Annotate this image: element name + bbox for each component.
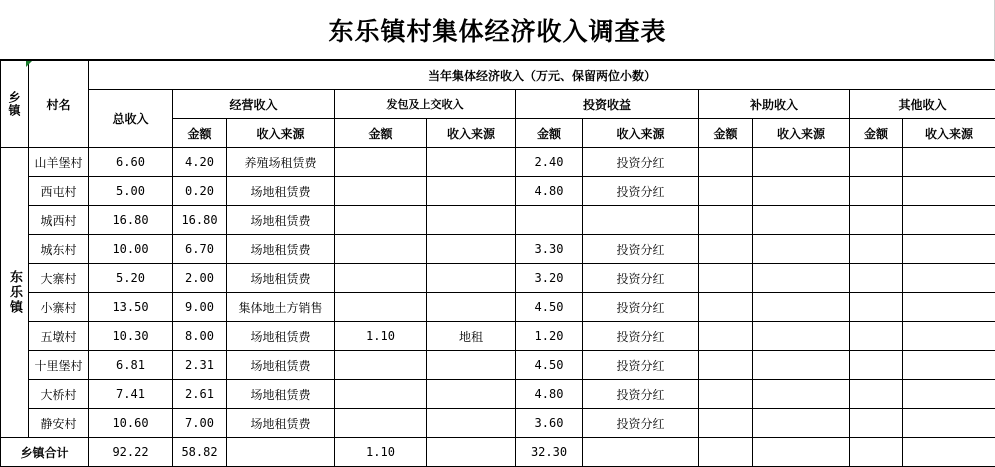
inv-amount-cell[interactable]: 3.30 xyxy=(516,235,583,264)
header-ct-amount[interactable]: 金额 xyxy=(335,119,427,148)
op-amount-cell[interactable]: 4.20 xyxy=(173,148,227,177)
table-row xyxy=(1,351,995,380)
sub-amount-cell[interactable] xyxy=(699,235,753,264)
total-cell[interactable]: 10.60 xyxy=(89,409,173,438)
oth-source-cell[interactable] xyxy=(903,235,995,264)
table-row xyxy=(1,235,995,264)
total-cell[interactable]: 5.00 xyxy=(89,177,173,206)
oth-amount-cell[interactable] xyxy=(850,380,903,409)
oth-amount-cell[interactable] xyxy=(850,293,903,322)
op-amount-cell[interactable]: 7.00 xyxy=(173,409,227,438)
op-source-cell[interactable]: 场地租赁费 xyxy=(227,409,335,438)
ct-source-cell[interactable] xyxy=(427,264,516,293)
op-amount-cell[interactable]: 6.70 xyxy=(173,235,227,264)
village-cell[interactable]: 山羊堡村 xyxy=(29,148,89,177)
ct-amount-cell[interactable] xyxy=(335,380,427,409)
op-source-cell[interactable]: 养殖场租赁费 xyxy=(227,148,335,177)
total-cell[interactable]: 13.50 xyxy=(89,293,173,322)
sub-amount-cell[interactable] xyxy=(699,148,753,177)
inv-source-cell[interactable]: 投资分红 xyxy=(583,351,699,380)
inv-amount-cell[interactable]: 4.80 xyxy=(516,380,583,409)
table-row xyxy=(1,322,995,351)
inv-amount-cell[interactable]: 1.20 xyxy=(516,322,583,351)
oth-source-cell[interactable] xyxy=(903,206,995,235)
table-row xyxy=(1,264,995,293)
sub-source-cell[interactable] xyxy=(753,293,850,322)
sub-amount-cell[interactable] xyxy=(699,206,753,235)
sub-amount-cell[interactable] xyxy=(699,293,753,322)
sub-amount-cell[interactable] xyxy=(699,351,753,380)
total-inv-source-cell[interactable] xyxy=(583,438,699,467)
op-amount-cell[interactable]: 2.00 xyxy=(173,264,227,293)
sub-source-cell[interactable] xyxy=(753,206,850,235)
total-cell[interactable]: 16.80 xyxy=(89,206,173,235)
op-amount-cell[interactable]: 8.00 xyxy=(173,322,227,351)
total-oth-source-cell[interactable] xyxy=(903,438,995,467)
total-cell[interactable]: 10.00 xyxy=(89,235,173,264)
ct-source-cell[interactable] xyxy=(427,177,516,206)
oth-amount-cell[interactable] xyxy=(850,351,903,380)
table-row xyxy=(1,177,995,206)
oth-amount-cell[interactable] xyxy=(850,206,903,235)
op-source-cell[interactable]: 场地租赁费 xyxy=(227,235,335,264)
header-op-amount[interactable]: 金额 xyxy=(173,119,227,148)
village-cell[interactable]: 大寨村 xyxy=(29,264,89,293)
ct-amount-cell[interactable]: 1.10 xyxy=(335,322,427,351)
sub-amount-cell[interactable] xyxy=(699,322,753,351)
ct-source-cell[interactable] xyxy=(427,148,516,177)
op-source-cell[interactable]: 场地租赁费 xyxy=(227,206,335,235)
op-source-cell[interactable]: 场地租赁费 xyxy=(227,177,335,206)
oth-amount-cell[interactable] xyxy=(850,148,903,177)
header-operating-income[interactable]: 经营收入 xyxy=(173,90,335,119)
total-cell[interactable]: 5.20 xyxy=(89,264,173,293)
sub-source-cell[interactable] xyxy=(753,380,850,409)
total-ct-source-cell[interactable] xyxy=(427,438,516,467)
op-amount-cell[interactable]: 2.61 xyxy=(173,380,227,409)
inv-source-cell[interactable]: 投资分红 xyxy=(583,148,699,177)
ct-amount-cell[interactable] xyxy=(335,351,427,380)
village-cell[interactable]: 五墩村 xyxy=(29,322,89,351)
header-op-source[interactable]: 收入来源 xyxy=(227,119,335,148)
ct-amount-cell[interactable] xyxy=(335,409,427,438)
total-cell[interactable]: 10.30 xyxy=(89,322,173,351)
op-source-cell[interactable]: 场地租赁费 xyxy=(227,380,335,409)
header-group[interactable]: 当年集体经济收入（万元、保留两位小数） xyxy=(89,61,995,90)
table-row xyxy=(1,293,995,322)
inv-amount-cell[interactable]: 2.40 xyxy=(516,148,583,177)
sub-amount-cell[interactable] xyxy=(699,409,753,438)
ct-amount-cell[interactable] xyxy=(335,293,427,322)
oth-amount-cell[interactable] xyxy=(850,264,903,293)
ct-source-cell[interactable] xyxy=(427,409,516,438)
sub-source-cell[interactable] xyxy=(753,148,850,177)
total-inv-amount-cell[interactable]: 32.30 xyxy=(516,438,583,467)
total-cell[interactable]: 7.41 xyxy=(89,380,173,409)
ct-amount-cell[interactable] xyxy=(335,206,427,235)
sub-amount-cell[interactable] xyxy=(699,264,753,293)
village-cell[interactable]: 十里堡村 xyxy=(29,351,89,380)
ct-source-cell[interactable]: 地租 xyxy=(427,322,516,351)
sub-amount-cell[interactable] xyxy=(699,177,753,206)
header-ct-source[interactable]: 收入来源 xyxy=(427,119,516,148)
header-investment-income[interactable]: 投资收益 xyxy=(516,90,699,119)
header-sub-amount[interactable]: 金额 xyxy=(699,119,753,148)
ct-amount-cell[interactable] xyxy=(335,235,427,264)
total-total-cell[interactable]: 92.22 xyxy=(89,438,173,467)
header-total-income[interactable]: 总收入 xyxy=(89,90,173,148)
total-oth-amount-cell[interactable] xyxy=(850,438,903,467)
op-amount-cell[interactable]: 16.80 xyxy=(173,206,227,235)
header-sub-source[interactable]: 收入来源 xyxy=(753,119,850,148)
oth-source-cell[interactable] xyxy=(903,293,995,322)
oth-source-cell[interactable] xyxy=(903,264,995,293)
village-cell[interactable]: 静安村 xyxy=(29,409,89,438)
ct-source-cell[interactable] xyxy=(427,235,516,264)
sub-source-cell[interactable] xyxy=(753,177,850,206)
inv-amount-cell[interactable]: 4.50 xyxy=(516,293,583,322)
op-source-cell[interactable]: 场地租赁费 xyxy=(227,351,335,380)
ct-amount-cell[interactable] xyxy=(335,148,427,177)
total-sub-amount-cell[interactable] xyxy=(699,438,753,467)
inv-source-cell[interactable]: 投资分红 xyxy=(583,322,699,351)
header-oth-source[interactable]: 收入来源 xyxy=(903,119,995,148)
op-source-cell[interactable]: 集体地土方销售 xyxy=(227,293,335,322)
inv-source-cell[interactable] xyxy=(583,206,699,235)
op-source-cell[interactable]: 场地租赁费 xyxy=(227,264,335,293)
header-township-text: 乡镇 xyxy=(6,91,23,117)
op-source-cell[interactable]: 场地租赁费 xyxy=(227,322,335,351)
header-contract-income[interactable]: 发包及上交收入 xyxy=(335,90,516,119)
sub-source-cell[interactable] xyxy=(753,409,850,438)
inv-amount-cell[interactable]: 3.20 xyxy=(516,264,583,293)
village-cell[interactable]: 城西村 xyxy=(29,206,89,235)
inv-source-cell[interactable]: 投资分红 xyxy=(583,409,699,438)
header-oth-amount[interactable]: 金额 xyxy=(850,119,903,148)
table-row xyxy=(1,409,995,438)
table-row xyxy=(1,148,995,177)
ct-source-cell[interactable] xyxy=(427,351,516,380)
header-village[interactable]: 村名 xyxy=(29,61,89,148)
table-row xyxy=(1,380,995,409)
income-table xyxy=(0,60,995,467)
total-ct-amount-cell[interactable]: 1.10 xyxy=(335,438,427,467)
header-inv-source[interactable]: 收入来源 xyxy=(583,119,699,148)
table-title[interactable]: 东乐镇村集体经济收入调查表 xyxy=(0,0,995,60)
header-other-income[interactable]: 其他收入 xyxy=(850,90,995,119)
ct-source-cell[interactable] xyxy=(427,293,516,322)
oth-source-cell[interactable] xyxy=(903,177,995,206)
header-township[interactable] xyxy=(1,61,29,148)
oth-amount-cell[interactable] xyxy=(850,177,903,206)
village-cell[interactable]: 小寨村 xyxy=(29,293,89,322)
inv-amount-cell[interactable] xyxy=(516,206,583,235)
inv-source-cell[interactable]: 投资分红 xyxy=(583,380,699,409)
total-cell[interactable]: 6.60 xyxy=(89,148,173,177)
ct-source-cell[interactable] xyxy=(427,380,516,409)
oth-source-cell[interactable] xyxy=(903,351,995,380)
sub-amount-cell[interactable] xyxy=(699,380,753,409)
township-cell[interactable] xyxy=(1,148,29,438)
total-sub-source-cell[interactable] xyxy=(753,438,850,467)
oth-source-cell[interactable] xyxy=(903,409,995,438)
village-cell[interactable]: 大桥村 xyxy=(29,380,89,409)
op-amount-cell[interactable]: 2.31 xyxy=(173,351,227,380)
township-name: 东乐镇 xyxy=(5,270,24,315)
total-op-amount-cell[interactable]: 58.82 xyxy=(173,438,227,467)
sub-source-cell[interactable] xyxy=(753,322,850,351)
inv-source-cell[interactable]: 投资分红 xyxy=(583,235,699,264)
sub-source-cell[interactable] xyxy=(753,351,850,380)
total-row xyxy=(1,438,995,467)
total-cell[interactable]: 6.81 xyxy=(89,351,173,380)
oth-amount-cell[interactable] xyxy=(850,409,903,438)
oth-source-cell[interactable] xyxy=(903,380,995,409)
op-amount-cell[interactable]: 0.20 xyxy=(173,177,227,206)
village-cell[interactable]: 城东村 xyxy=(29,235,89,264)
total-op-source-cell[interactable] xyxy=(227,438,335,467)
ct-source-cell[interactable] xyxy=(427,206,516,235)
inv-source-cell[interactable]: 投资分红 xyxy=(583,293,699,322)
ct-amount-cell[interactable] xyxy=(335,264,427,293)
sub-source-cell[interactable] xyxy=(753,264,850,293)
sub-source-cell[interactable] xyxy=(753,235,850,264)
op-amount-cell[interactable]: 9.00 xyxy=(173,293,227,322)
header-inv-amount[interactable]: 金额 xyxy=(516,119,583,148)
ct-amount-cell[interactable] xyxy=(335,177,427,206)
total-label-cell[interactable]: 乡镇合计 xyxy=(1,438,89,467)
inv-amount-cell[interactable]: 4.50 xyxy=(516,351,583,380)
header-subsidy-income[interactable]: 补助收入 xyxy=(699,90,850,119)
oth-source-cell[interactable] xyxy=(903,148,995,177)
oth-amount-cell[interactable] xyxy=(850,322,903,351)
village-cell[interactable]: 西屯村 xyxy=(29,177,89,206)
inv-amount-cell[interactable]: 4.80 xyxy=(516,177,583,206)
oth-source-cell[interactable] xyxy=(903,322,995,351)
inv-source-cell[interactable]: 投资分红 xyxy=(583,177,699,206)
table-row xyxy=(1,206,995,235)
oth-amount-cell[interactable] xyxy=(850,235,903,264)
inv-amount-cell[interactable]: 3.60 xyxy=(516,409,583,438)
inv-source-cell[interactable]: 投资分红 xyxy=(583,264,699,293)
cell-comment-marker xyxy=(26,61,32,67)
